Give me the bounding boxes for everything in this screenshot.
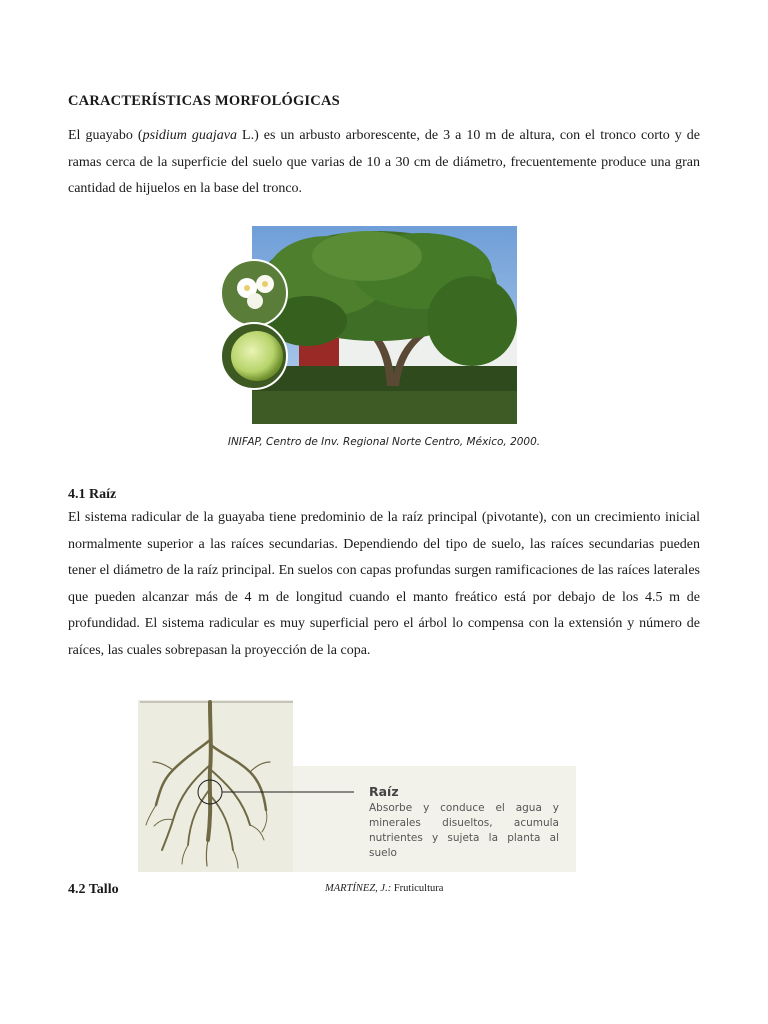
guava-tree-photo: [217, 226, 517, 424]
intro-text-rest: L.) es un arbusto arborescente, de 3 a 10 m de altura, con el tronco corto y de ramas cerca de la superficie del suelo que varias de 10 a 30 cm de diámetro, frecuentemente produce una gran cantidad de hijuelos en la base del tronco.: [68, 128, 700, 196]
species-name: psidium guajava: [142, 128, 238, 143]
page-title: CARACTERÍSTICAS MORFOLÓGICAS: [68, 93, 340, 109]
diagram-caption: [325, 883, 443, 894]
intro-paragraph: [68, 123, 700, 203]
photo-caption: INIFAP, Centro de Inv. Regional Norte Centro, México, 2000.: [227, 436, 541, 448]
caption-author: MARTÍNEZ, J.:: [325, 883, 392, 894]
guava-fruit-inset: [221, 323, 287, 389]
root-label: Raíz: [369, 784, 399, 799]
intro-text-start: El guayabo (: [68, 128, 143, 143]
section-title-root: 4.1 Raíz: [68, 487, 117, 502]
section-title-stem: 4.2 Tallo: [68, 882, 119, 897]
root-description: Absorbe y conduce el agua y minerales disueltos, acumula nutrientes y sujeta la planta al suelo: [369, 802, 559, 859]
caption-source: Fruticultura: [391, 883, 444, 894]
root-paragraph: El sistema radicular de la guayaba tiene predominio de la raíz principal (pivotante), con un crecimiento inicial normalmente superior a las raíces secundarias. Dependiendo del tipo de suelo, las raíces secundarias pueden tener el diámetro de la raíz principal. En suelos con capas profundas surgen ramificaciones de las raíces laterales que pueden alcanzar más de 4 m de longitud cuando el manto freático está por debajo de los 4.5 m de profundidad. El sistema radicular es muy superficial pero el árbol lo compensa con la extensión y número de raíces, las cuales sobrepasan la proyección de la copa.: [68, 510, 700, 658]
guava-flower-inset: [221, 260, 287, 326]
